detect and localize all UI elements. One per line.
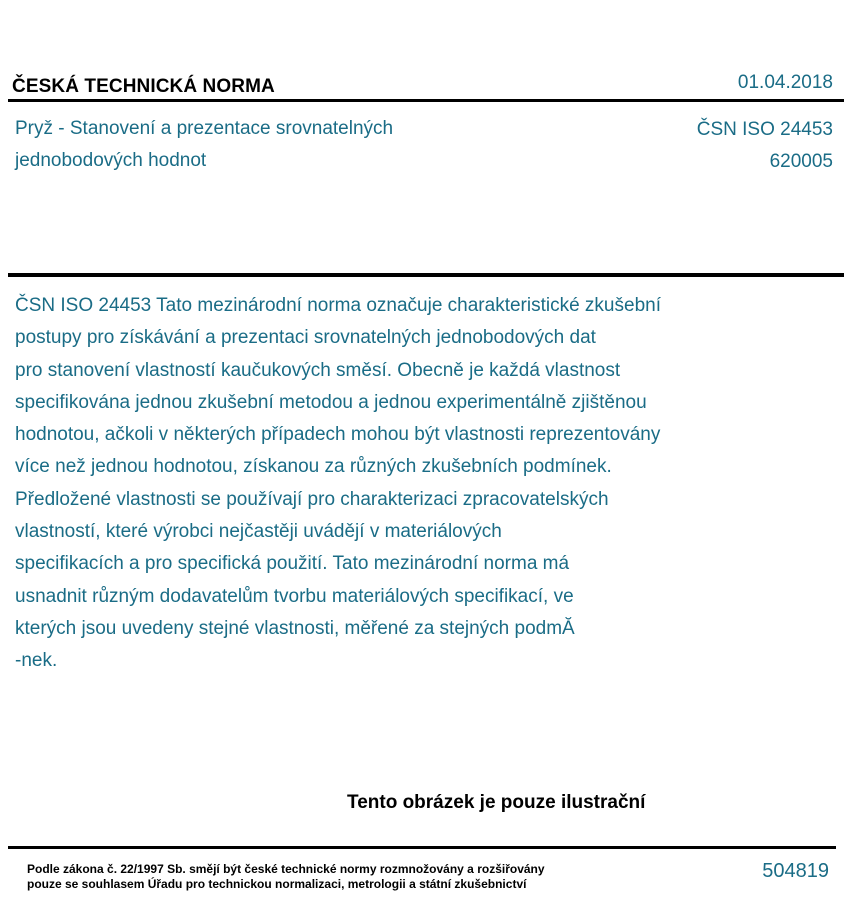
standard-title-line-1: Pryž - Stanovení a prezentace srovnatelných (15, 118, 394, 139)
document-number: 504819 (762, 860, 829, 882)
abstract-line: usnadnit různým dodavatelům tvorbu materiálových specifikací, ve (15, 585, 574, 607)
legal-notice (27, 862, 545, 892)
illustration-disclaimer: Tento obrázek je pouze ilustrační (347, 792, 646, 813)
document-type-title: ČESKÁ TECHNICKÁ NORMA (12, 76, 275, 97)
standard-id: ČSN ISO 24453 (696, 119, 833, 140)
abstract-line: ČSN ISO 24453 Tato mezinárodní norma označuje charakteristické zkušební (15, 295, 661, 316)
standard-title-line-2: jednobodových hodnot (15, 150, 207, 171)
abstract-line: postupy pro získávání a prezentaci srovnatelných jednobodových dat (15, 327, 596, 349)
abstract-line: pro stanovení vlastností kaučukových směsí. Obecně je každá vlastnost (15, 359, 621, 381)
publication-date: 01.04.2018 (737, 72, 833, 93)
bottom-divider (8, 846, 836, 849)
abstract-line: kterých jsou uvedeny stejné vlastnosti, měřené za stejných podmĂ (15, 617, 575, 639)
abstract (15, 290, 775, 678)
abstract-line: Předložené vlastnosti se používají pro charakterizaci zpracovatelských (15, 488, 609, 510)
middle-divider (8, 273, 844, 277)
abstract-line: vlastností, které výrobci nejčastěji uvádějí v materiálových (15, 521, 502, 543)
top-divider (8, 99, 844, 102)
abstract-line: specifikována jednou zkušební metodou a jednou experimentálně zjištěnou (15, 391, 647, 413)
classification-number: 620005 (769, 151, 833, 172)
abstract-line: více než jednou hodnotou, získanou za různých zkušebních podmínek. (15, 456, 612, 478)
legal-notice-line: Podle zákona č. 22/1997 Sb. smějí být české technické normy rozmnožovány a rozšiřovány (27, 862, 545, 876)
abstract-line: -nek. (15, 650, 58, 672)
legal-notice-line: pouze se souhlasem Úřadu pro technickou normalizaci, metrologii a státní zkušebnictví (27, 877, 527, 891)
abstract-line: hodnotou, ačkoli v některých případech mohou být vlastnosti reprezentovány (15, 424, 661, 446)
abstract-line: specifikacích a pro specifická použití. Tato mezinárodní norma má (15, 553, 570, 575)
